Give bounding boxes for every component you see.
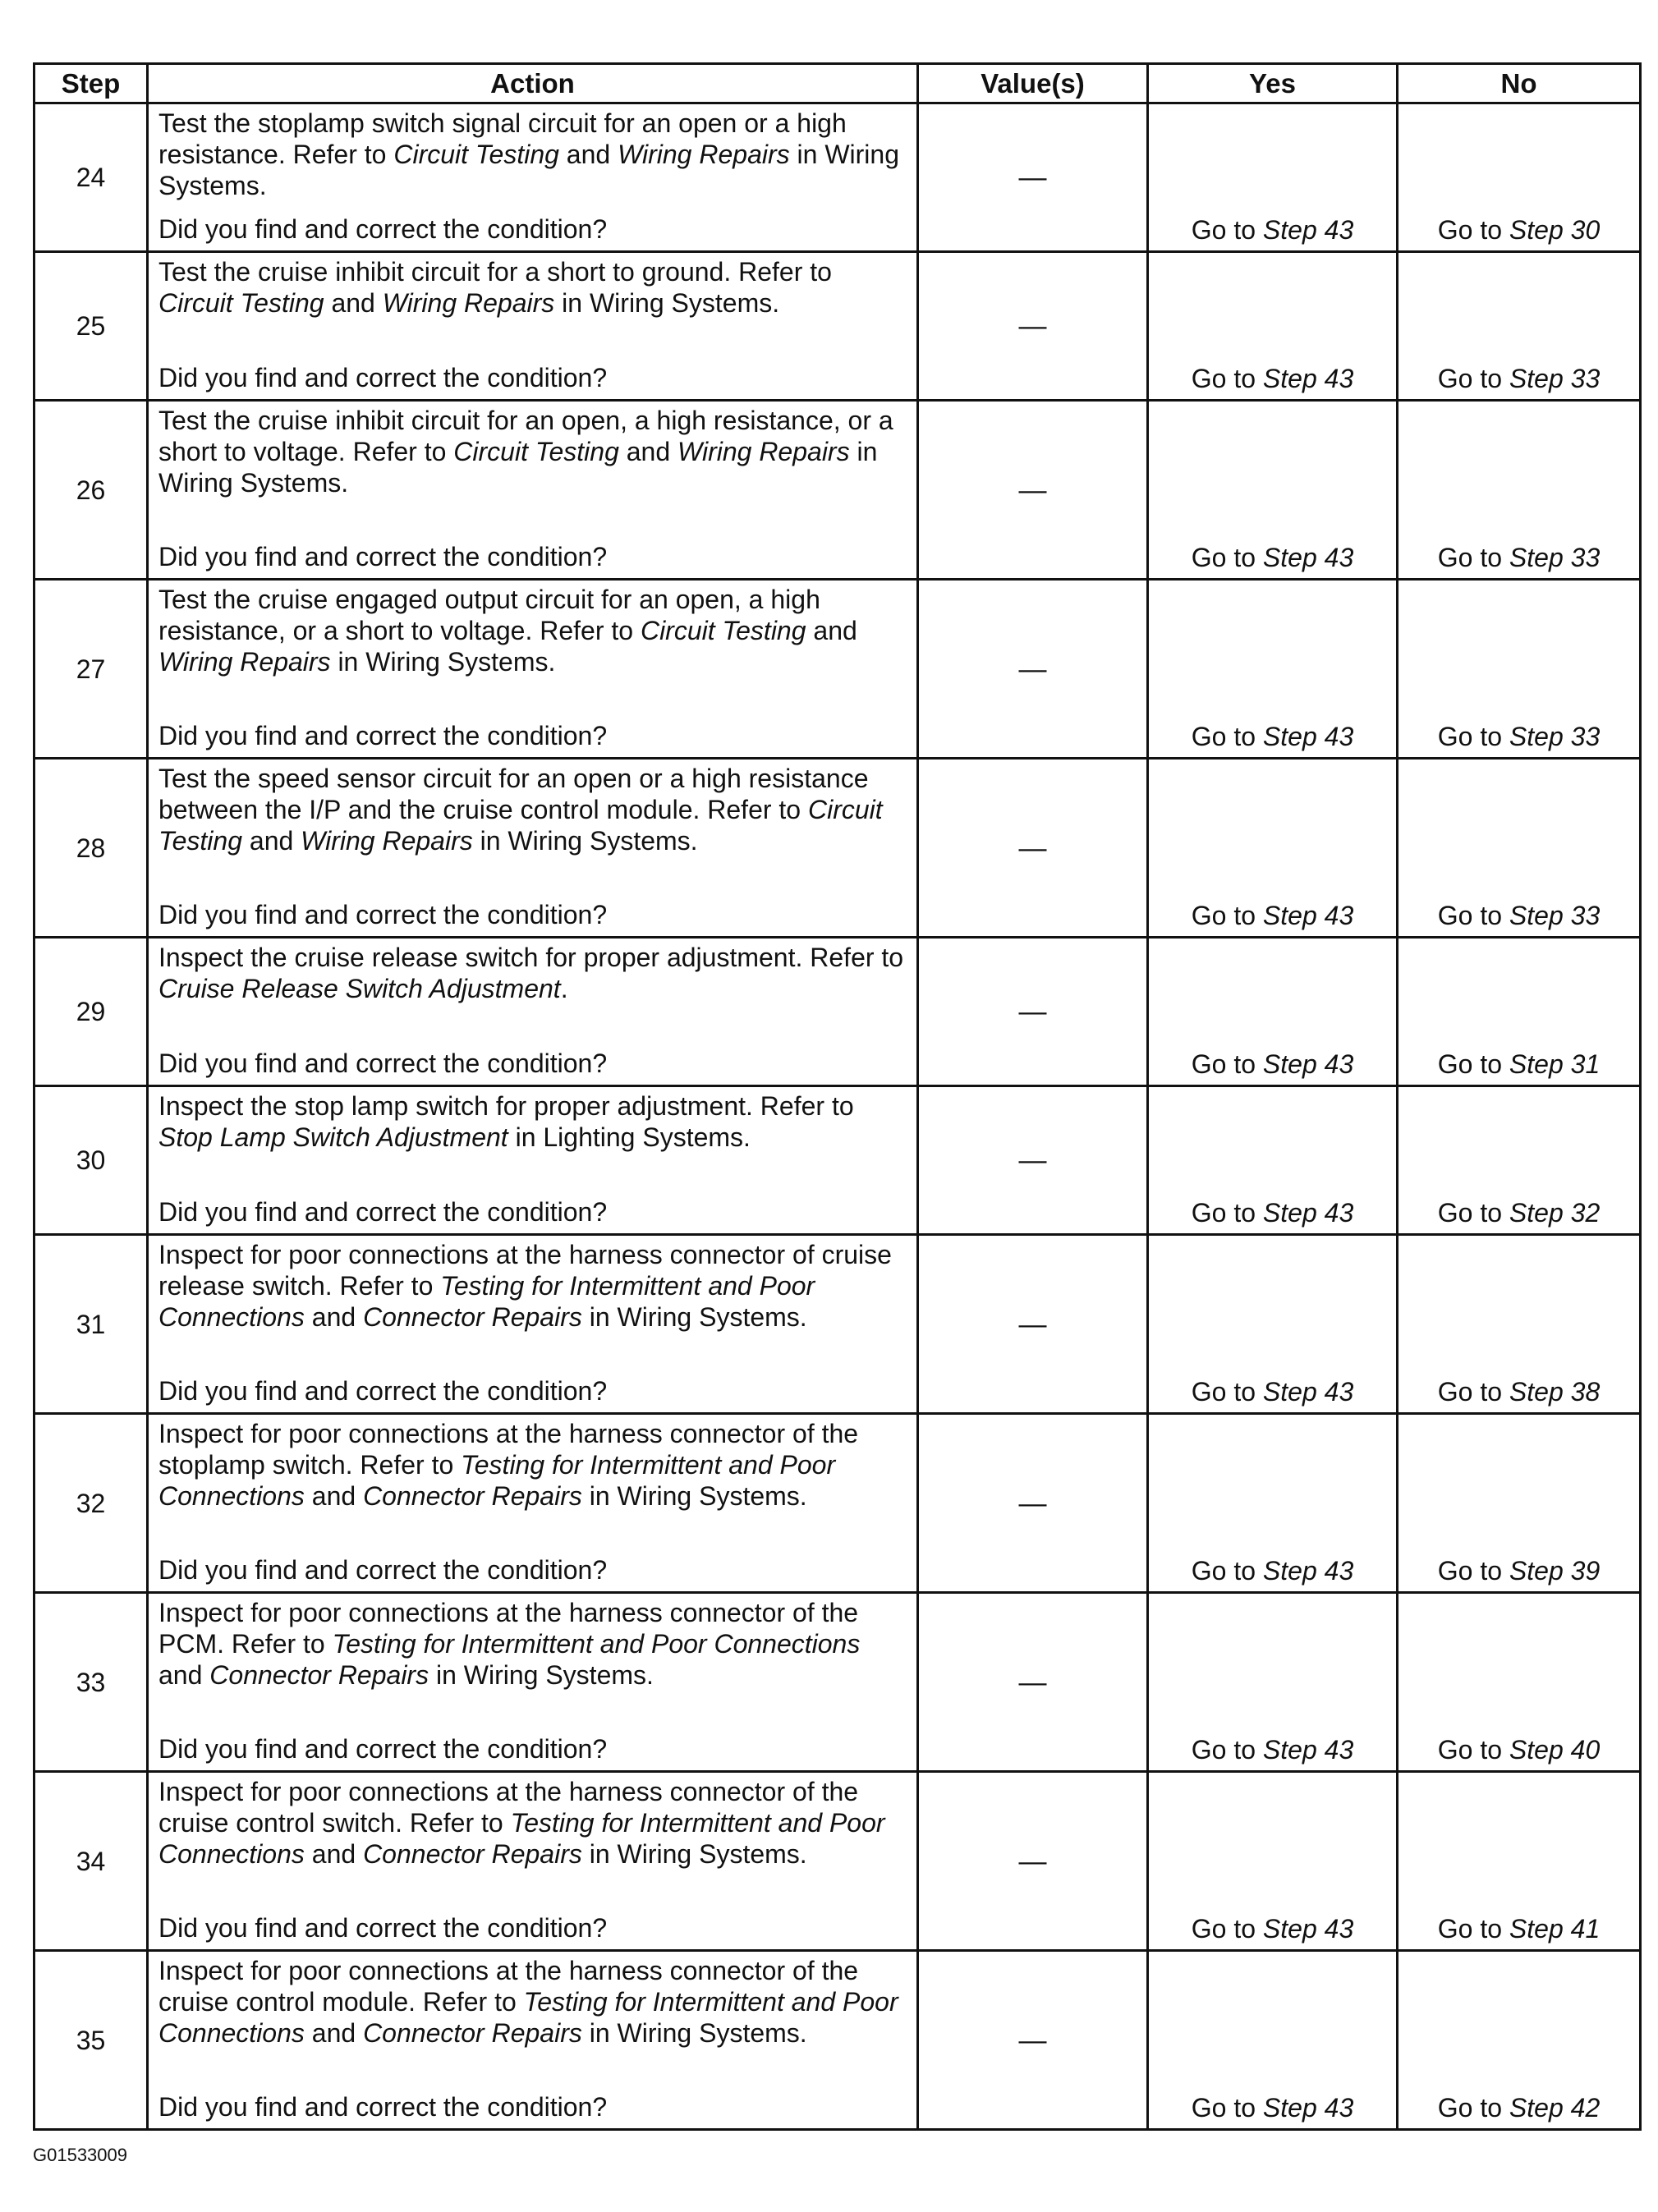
action-cell [148, 938, 918, 1086]
value-cell: — [918, 1951, 1148, 2130]
reference-title: Wiring Repairs [158, 647, 331, 677]
action-text-segment: Test the cruise engaged output circuit for an open, a high resistance, or a short to voltage. Refer to [158, 585, 820, 645]
diagnostic-table-page [33, 62, 1639, 2131]
action-text-segment: Inspect for poor connections at the harness connector of the cruise control switch. Refer to [158, 1777, 859, 1838]
yes-cell [1148, 580, 1398, 759]
no-step-ref: Step 32 [1509, 1198, 1601, 1228]
reference-title: Circuit Testing [158, 288, 324, 318]
value-cell: — [918, 252, 1148, 401]
action-cell [148, 1414, 918, 1593]
value-cell: — [918, 401, 1148, 580]
yes-cell [1148, 1414, 1398, 1593]
action-cell [148, 103, 918, 252]
action-question: Did you find and correct the condition? [158, 542, 608, 571]
action-cell [148, 252, 918, 401]
no-cell [1398, 759, 1641, 938]
table-row [34, 401, 1641, 580]
value-cell: — [918, 1086, 1148, 1235]
table-row [34, 1414, 1641, 1593]
yes-step-ref: Step 43 [1262, 1914, 1354, 1944]
table-row [34, 759, 1641, 938]
action-text-segment: and [304, 2018, 364, 2048]
yes-goto-text: Go to [1191, 1556, 1263, 1586]
yes-goto-text: Go to [1191, 1914, 1263, 1944]
action-text-segment: and [158, 1660, 210, 1690]
action-text-segment: and [806, 616, 857, 645]
reference-title: Circuit Testing [453, 437, 619, 466]
action-text-segment: and [304, 1481, 364, 1511]
reference-title: Testing for Intermittent and Poor Connections [332, 1629, 861, 1659]
table-row [34, 103, 1641, 252]
step-number: 32 [34, 1414, 148, 1593]
no-goto-text: Go to [1437, 722, 1509, 751]
no-goto-text: Go to [1437, 1735, 1509, 1765]
action-text-segment: in Wiring Systems. [581, 2018, 807, 2048]
reference-title: Connector Repairs [363, 2018, 582, 2048]
table-row [34, 938, 1641, 1086]
action-text [158, 108, 908, 201]
action-question: Did you find and correct the condition? [158, 1197, 608, 1227]
value-cell: — [918, 1235, 1148, 1414]
step-number: 33 [34, 1593, 148, 1772]
action-text-segment: and [558, 140, 618, 169]
no-goto-text: Go to [1437, 215, 1509, 245]
no-cell [1398, 252, 1641, 401]
no-goto-text: Go to [1437, 901, 1509, 930]
yes-goto-text: Go to [1191, 722, 1263, 751]
reference-title: Wiring Repairs [382, 288, 555, 318]
no-cell [1398, 103, 1641, 252]
yes-goto-text: Go to [1191, 1198, 1263, 1228]
action-text-segment: in Wiring Systems. [158, 437, 878, 498]
no-goto-text: Go to [1437, 364, 1509, 393]
action-text-segment: in Wiring Systems. [429, 1660, 654, 1690]
action-text [158, 256, 908, 319]
header-step: Step [34, 64, 148, 103]
action-question: Did you find and correct the condition? [158, 214, 608, 244]
step-number: 25 [34, 252, 148, 401]
yes-step-ref: Step 43 [1262, 364, 1354, 393]
action-text-segment: Inspect for poor connections at the harness connector of cruise release switch. Refer to [158, 1240, 892, 1301]
action-text [158, 1776, 908, 1870]
table-row [34, 1593, 1641, 1772]
step-number: 28 [34, 759, 148, 938]
action-question: Did you find and correct the condition? [158, 721, 608, 750]
reference-title: Circuit Testing [158, 795, 883, 856]
reference-title: Wiring Repairs [618, 140, 790, 169]
action-text-segment: in Wiring Systems. [581, 1302, 807, 1332]
action-text-segment: in Wiring Systems. [554, 288, 780, 318]
action-text-segment: Inspect the cruise release switch for proper adjustment. Refer to [158, 943, 904, 972]
action-text-segment: Test the cruise inhibit circuit for an open, a high resistance, or a short to voltage. Refer to [158, 406, 893, 466]
action-cell [148, 1593, 918, 1772]
reference-title: Connector Repairs [209, 1660, 429, 1690]
no-goto-text: Go to [1437, 2093, 1509, 2123]
table-row [34, 1951, 1641, 2130]
action-question: Did you find and correct the condition? [158, 1734, 608, 1764]
no-goto-text: Go to [1437, 1377, 1509, 1407]
action-cell [148, 580, 918, 759]
action-question: Did you find and correct the condition? [158, 1913, 608, 1943]
action-text-segment: and [304, 1302, 364, 1332]
yes-cell [1148, 103, 1398, 252]
action-text-segment: Inspect the stop lamp switch for proper adjustment. Refer to [158, 1091, 854, 1121]
action-question: Did you find and correct the condition? [158, 1555, 608, 1585]
reference-title: Testing for Intermittent and Poor Connections [158, 1271, 815, 1332]
yes-step-ref: Step 43 [1262, 215, 1354, 245]
no-goto-text: Go to [1437, 1049, 1509, 1079]
yes-step-ref: Step 43 [1262, 2093, 1354, 2123]
action-text-segment: and [324, 288, 383, 318]
no-cell [1398, 1414, 1641, 1593]
reference-title: Stop Lamp Switch Adjustment [158, 1122, 508, 1152]
no-step-ref: Step 40 [1509, 1735, 1601, 1765]
action-question: Did you find and correct the condition? [158, 1049, 608, 1078]
reference-title: Connector Repairs [363, 1481, 582, 1511]
yes-goto-text: Go to [1191, 2093, 1263, 2123]
yes-step-ref: Step 43 [1262, 1556, 1354, 1586]
step-number: 31 [34, 1235, 148, 1414]
yes-cell [1148, 1235, 1398, 1414]
table-row [34, 1772, 1641, 1951]
yes-cell [1148, 1772, 1398, 1951]
table-body [34, 103, 1641, 2130]
action-text-segment: in Wiring Systems. [472, 826, 698, 856]
action-text [158, 1418, 908, 1512]
step-number: 34 [34, 1772, 148, 1951]
yes-step-ref: Step 43 [1262, 901, 1354, 930]
yes-step-ref: Step 43 [1262, 1735, 1354, 1765]
action-question: Did you find and correct the condition? [158, 1376, 608, 1406]
yes-step-ref: Step 43 [1262, 722, 1354, 751]
figure-id: G01533009 [33, 2145, 127, 2165]
action-text [158, 584, 908, 677]
reference-title: Testing for Intermittent and Poor Connections [158, 1808, 885, 1869]
value-cell: — [918, 1414, 1148, 1593]
action-text-segment: in Wiring Systems. [581, 1839, 807, 1869]
yes-cell [1148, 1086, 1398, 1235]
yes-step-ref: Step 43 [1262, 1198, 1354, 1228]
action-text-segment: and [242, 826, 301, 856]
no-cell [1398, 1951, 1641, 2130]
value-cell: — [918, 938, 1148, 1086]
action-text-segment: in Wiring Systems. [158, 140, 899, 200]
table-header-row [34, 64, 1641, 103]
no-cell [1398, 1593, 1641, 1772]
step-number: 29 [34, 938, 148, 1086]
no-step-ref: Step 30 [1509, 215, 1601, 245]
step-number: 27 [34, 580, 148, 759]
no-goto-text: Go to [1437, 1914, 1509, 1944]
action-text-segment: Test the cruise inhibit circuit for a short to ground. Refer to [158, 257, 832, 287]
action-cell [148, 401, 918, 580]
table-row [34, 252, 1641, 401]
action-cell [148, 1235, 918, 1414]
no-step-ref: Step 42 [1509, 2093, 1601, 2123]
yes-step-ref: Step 43 [1262, 1377, 1354, 1407]
action-question: Did you find and correct the condition? [158, 363, 608, 392]
no-goto-text: Go to [1437, 1556, 1509, 1586]
reference-title: Connector Repairs [363, 1302, 582, 1332]
no-cell [1398, 401, 1641, 580]
no-goto-text: Go to [1437, 543, 1509, 572]
yes-cell [1148, 1593, 1398, 1772]
yes-goto-text: Go to [1191, 215, 1263, 245]
action-text-segment: in Wiring Systems. [581, 1481, 807, 1511]
yes-cell [1148, 252, 1398, 401]
header-yes: Yes [1148, 64, 1398, 103]
header-no: No [1398, 64, 1641, 103]
action-text-segment: and [618, 437, 678, 466]
yes-goto-text: Go to [1191, 1049, 1263, 1079]
yes-goto-text: Go to [1191, 1735, 1263, 1765]
header-values: Value(s) [918, 64, 1148, 103]
no-cell [1398, 1772, 1641, 1951]
no-step-ref: Step 39 [1509, 1556, 1601, 1586]
value-cell: — [918, 580, 1148, 759]
no-step-ref: Step 33 [1509, 901, 1601, 930]
action-text-segment: Inspect for poor connections at the harness connector of the stoplamp switch. Refer to [158, 1419, 859, 1480]
action-text [158, 1597, 908, 1691]
no-step-ref: Step 31 [1509, 1049, 1601, 1079]
table-row [34, 1235, 1641, 1414]
yes-goto-text: Go to [1191, 901, 1263, 930]
no-step-ref: Step 33 [1509, 543, 1601, 572]
value-cell: — [918, 1593, 1148, 1772]
action-text-segment: in Wiring Systems. [330, 647, 556, 677]
action-text [158, 942, 908, 1004]
yes-goto-text: Go to [1191, 364, 1263, 393]
value-cell: — [918, 103, 1148, 252]
action-text-segment: Test the speed sensor circuit for an open or a high resistance between the I/P and the cruise control module. Refer to [158, 764, 869, 824]
step-number: 26 [34, 401, 148, 580]
no-step-ref: Step 41 [1509, 1914, 1601, 1944]
reference-title: Cruise Release Switch Adjustment [158, 974, 561, 1003]
action-cell [148, 759, 918, 938]
no-step-ref: Step 33 [1509, 364, 1601, 393]
action-question: Did you find and correct the condition? [158, 900, 608, 929]
value-cell: — [918, 1772, 1148, 1951]
reference-title: Wiring Repairs [677, 437, 850, 466]
reference-title: Testing for Intermittent and Poor Connections [158, 1987, 898, 2048]
header-action: Action [148, 64, 918, 103]
action-text-segment: Test the stoplamp switch signal circuit for an open or a high resistance. Refer to [158, 108, 847, 169]
yes-step-ref: Step 43 [1262, 1049, 1354, 1079]
yes-cell [1148, 759, 1398, 938]
reference-title: Testing for Intermittent and Poor Connections [158, 1450, 836, 1511]
yes-cell [1148, 1951, 1398, 2130]
table-row [34, 580, 1641, 759]
step-number: 35 [34, 1951, 148, 2130]
action-question: Did you find and correct the condition? [158, 2092, 608, 2122]
action-cell [148, 1772, 918, 1951]
action-text [158, 763, 908, 856]
action-cell [148, 1951, 918, 2130]
action-text [158, 1090, 908, 1153]
no-goto-text: Go to [1437, 1198, 1509, 1228]
no-cell [1398, 1235, 1641, 1414]
step-number: 24 [34, 103, 148, 252]
step-number: 30 [34, 1086, 148, 1235]
reference-title: Circuit Testing [640, 616, 806, 645]
action-text [158, 1955, 908, 2049]
yes-goto-text: Go to [1191, 543, 1263, 572]
no-cell [1398, 938, 1641, 1086]
reference-title: Circuit Testing [393, 140, 559, 169]
diagnostic-table [33, 62, 1642, 2131]
no-cell [1398, 1086, 1641, 1235]
yes-cell [1148, 938, 1398, 1086]
no-cell [1398, 580, 1641, 759]
action-text [158, 405, 908, 498]
action-text-segment: Inspect for poor connections at the harness connector of the PCM. Refer to [158, 1598, 859, 1659]
yes-goto-text: Go to [1191, 1377, 1263, 1407]
action-text-segment: Inspect for poor connections at the harness connector of the cruise control module. Refer to [158, 1956, 859, 2017]
yes-step-ref: Step 43 [1262, 543, 1354, 572]
table-row [34, 1086, 1641, 1235]
value-cell: — [918, 759, 1148, 938]
yes-cell [1148, 401, 1398, 580]
action-text-segment: . [560, 974, 568, 1003]
no-step-ref: Step 33 [1509, 722, 1601, 751]
action-text-segment: and [304, 1839, 364, 1869]
action-text [158, 1239, 908, 1333]
action-cell [148, 1086, 918, 1235]
action-text-segment: in Lighting Systems. [508, 1122, 751, 1152]
reference-title: Connector Repairs [363, 1839, 582, 1869]
reference-title: Wiring Repairs [301, 826, 473, 856]
no-step-ref: Step 38 [1509, 1377, 1601, 1407]
